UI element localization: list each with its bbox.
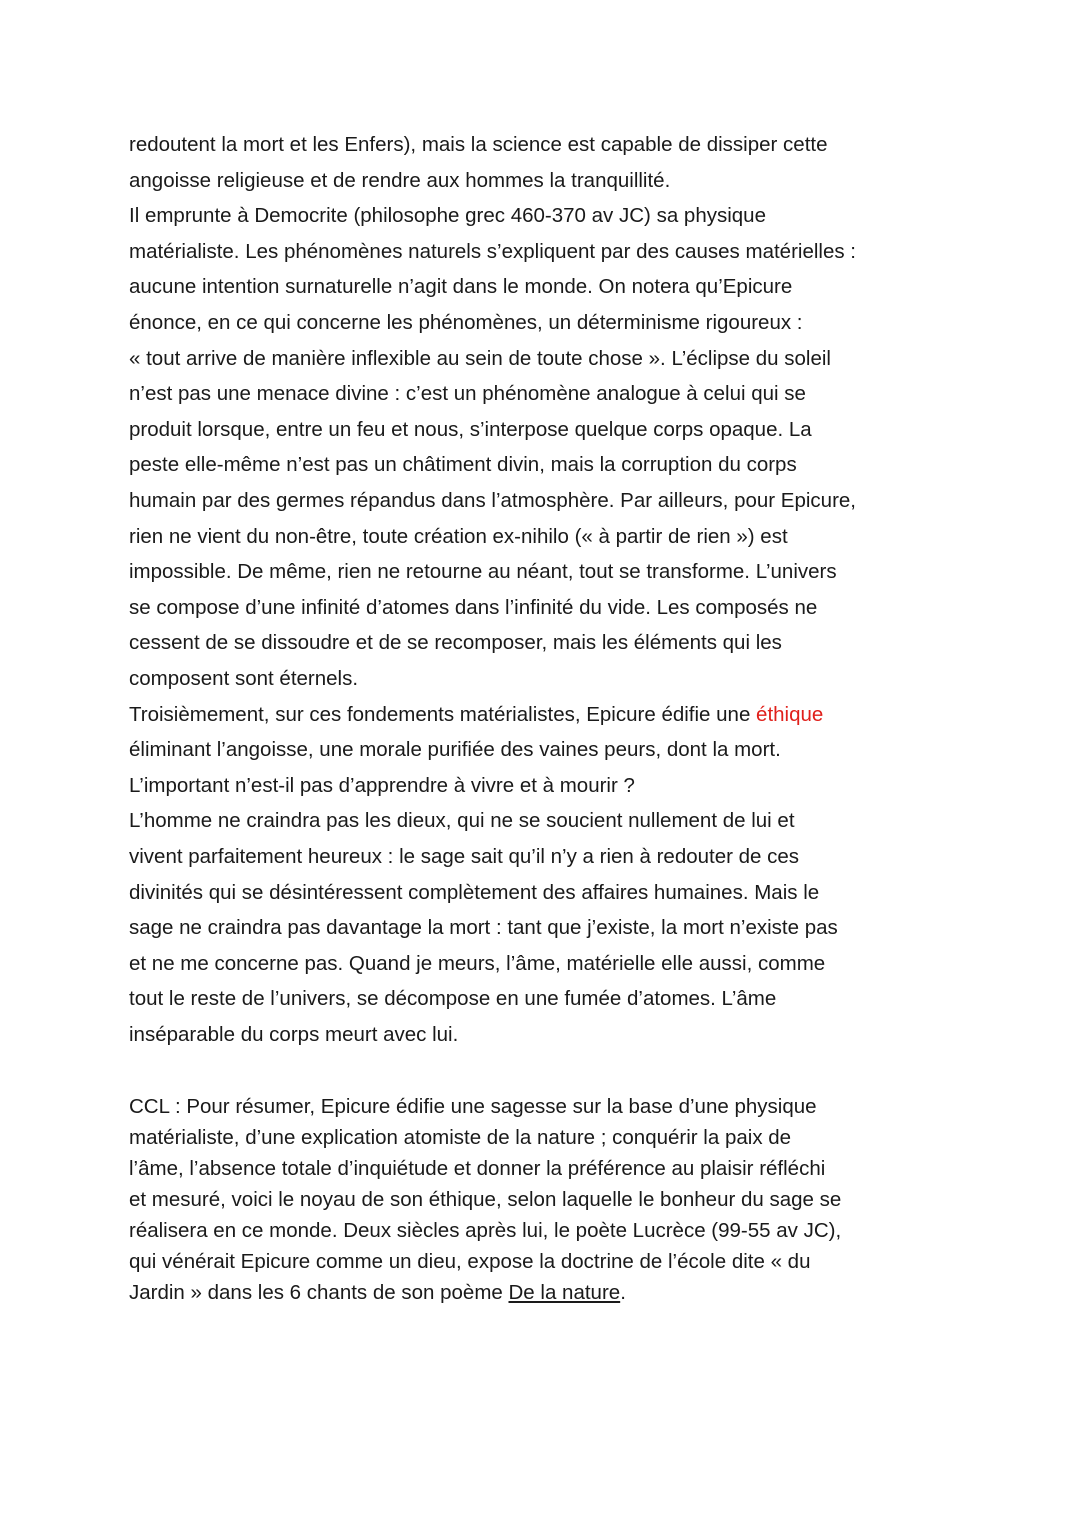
conclusion-line: réalisera en ce monde. Deux siècles après lui, le poète Lucrèce (99-55 av JC), bbox=[129, 1219, 842, 1242]
body-line: composent sont éternels. bbox=[129, 667, 359, 690]
conclusion-line: l’âme, l’absence totale d’inquiétude et donner la préférence au plaisir réfléchi bbox=[129, 1157, 826, 1180]
body-line: sage ne craindra pas davantage la mort : tant que j’existe, la mort n’existe pas bbox=[129, 916, 838, 940]
conclusion-line: CCL : Pour résumer, Epicure édifie une sagesse sur la base d’une physique bbox=[129, 1095, 817, 1118]
conclusion-line: matérialiste, d’une explication atomiste de la nature ; conquérir la paix de bbox=[129, 1126, 792, 1149]
book-title: De la nature bbox=[508, 1281, 621, 1304]
body-line: L’important n’est-il pas d’apprendre à vivre et à mourir ? bbox=[129, 773, 635, 797]
body-line: inséparable du corps meurt avec lui. bbox=[129, 1023, 459, 1046]
body-line: et ne me concerne pas. Quand je meurs, l’âme, matérielle elle aussi, comme bbox=[129, 951, 826, 975]
conclusion-line: et mesuré, voici le noyau de son éthique, selon laquelle le bonheur du sage se bbox=[129, 1188, 842, 1211]
body-line: cessent de se dissoudre et de se recomposer, mais les éléments qui les bbox=[129, 631, 782, 655]
highlighted-term: éthique bbox=[756, 702, 824, 726]
text-segment: Jardin » dans les 6 chants de son poème bbox=[129, 1281, 509, 1304]
body-line: L’homme ne craindra pas les dieux, qui ne se soucient nullement de lui et bbox=[129, 809, 795, 833]
body-line: se compose d’une infinité d’atomes dans l’infinité du vide. Les composés ne bbox=[129, 595, 818, 619]
body-line: angoisse religieuse et de rendre aux hommes la tranquillité. bbox=[129, 168, 671, 192]
body-line: aucune intention surnaturelle n’agit dans le monde. On notera qu’Epicure bbox=[129, 275, 793, 299]
text-segment: . bbox=[620, 1281, 626, 1304]
body-line: matérialiste. Les phénomènes naturels s’expliquent par des causes matérielles : bbox=[129, 239, 856, 263]
conclusion-line bbox=[129, 1281, 626, 1305]
text-segment: Troisièmement, sur ces fondements matérialistes, Epicure édifie une bbox=[129, 702, 757, 726]
body-line: redoutent la mort et les Enfers), mais la science est capable de dissiper cette bbox=[129, 133, 828, 156]
body-line bbox=[129, 703, 823, 727]
body-line: impossible. De même, rien ne retourne au néant, tout se transforme. L’univers bbox=[129, 560, 837, 584]
body-line: « tout arrive de manière inflexible au sein de toute chose ». L’éclipse du soleil bbox=[129, 346, 831, 370]
body-line: humain par des germes répandus dans l’atmosphère. Par ailleurs, pour Epicure, bbox=[129, 489, 856, 512]
body-line: vivent parfaitement heureux : le sage sait qu’il n’y a rien à redouter de ces bbox=[129, 845, 800, 868]
body-line: énonce, en ce qui concerne les phénomènes, un déterminisme rigoureux : bbox=[129, 311, 803, 334]
body-line: divinités qui se désintéressent complètement des affaires humaines. Mais le bbox=[129, 880, 820, 904]
body-line: n’est pas une menace divine : c’est un phénomène analogue à celui qui se bbox=[129, 382, 806, 406]
body-line: rien ne vient du non-être, toute création ex-nihilo (« à partir de rien ») est bbox=[129, 524, 788, 548]
body-line: peste elle-même n’est pas un châtiment divin, mais la corruption du corps bbox=[129, 453, 797, 477]
body-line: Il emprunte à Democrite (philosophe grec 460-370 av JC) sa physique bbox=[129, 204, 766, 228]
conclusion-line: qui vénérait Epicure comme un dieu, expose la doctrine de l’école dite « du bbox=[129, 1250, 811, 1273]
body-line: tout le reste de l’univers, se décompose en une fumée d’atomes. L’âme bbox=[129, 987, 777, 1011]
body-line: produit lorsque, entre un feu et nous, s’interpose quelque corps opaque. La bbox=[129, 417, 812, 441]
body-line: éliminant l’angoisse, une morale purifiée des vaines peurs, dont la mort. bbox=[129, 738, 781, 762]
